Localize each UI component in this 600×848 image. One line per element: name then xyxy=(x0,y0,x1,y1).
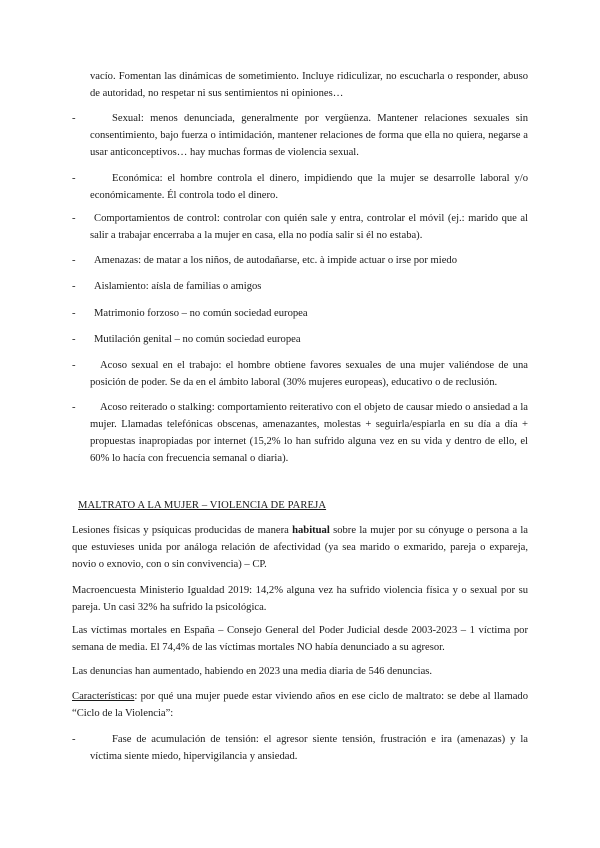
bullet-aislamiento xyxy=(72,278,528,295)
bullet-fase-tension xyxy=(72,731,528,765)
bullet-dash: - xyxy=(72,308,76,319)
caracteristicas-text: : por qué una mujer puede estar viviendo años en ese ciclo de maltrato: se debe al llamado “Ciclo de la Violencia”: xyxy=(72,691,528,719)
bullet-text: Amenazas: de matar a los niños, de autodañarse, etc. à impide actuar o irse por miedo xyxy=(94,255,457,266)
bullet-dash: - xyxy=(72,173,76,184)
bullet-mutilacion xyxy=(72,331,528,348)
victimas-paragraph: Las víctimas mortales en España – Consejo General del Poder Judicial desde 2003-2023 – 1 víctima por semana de media. El 74,4% de las víctimas mortales NO había denunciado a su agresor. xyxy=(72,625,528,653)
bullet-text: Mutilación genital – no común sociedad europea xyxy=(94,334,301,345)
bullet-dash: - xyxy=(72,402,76,413)
caracteristicas-label: Características xyxy=(72,691,135,702)
bullet-economica xyxy=(72,170,528,204)
bullet-dash: - xyxy=(72,734,76,745)
bullet-sexual xyxy=(72,110,528,161)
bullet-text: Sexual: menos denunciada, generalmente por vergüenza. Mantener relaciones sexuales sin consentimiento, bajo fuerza o intimidación, mantener relaciones de forma que ella no quiera, negarse a usar anticonceptivos… hay muchas formas de violencia sexual. xyxy=(90,113,528,158)
bullet-amenazas xyxy=(72,252,528,269)
bullet-text: Comportamientos de control: controlar con quién sale y entra, controlar el móvil (ej.: marido que al salir a trabajar encerraba a la mujer en casa, ella no podía salir si él no estaba). xyxy=(90,213,528,241)
continuation-paragraph: vacío. Fomentan las dinámicas de sometimiento. Incluye ridiculizar, no escucharla o responder, abuso de autoridad, no respetar ni sus sentimientos ni opiniones… xyxy=(90,71,528,99)
macroencuesta-paragraph: Macroencuesta Ministerio Igualdad 2019: 14,2% alguna vez ha sufrido violencia física y o sexual por su pareja. Un casi 32% ha sufrido la psicológica. xyxy=(72,585,528,613)
definition-paragraph xyxy=(72,522,528,573)
bullet-dash: - xyxy=(72,213,76,224)
bullet-text: Matrimonio forzoso – no común sociedad europea xyxy=(94,308,308,319)
bullet-text: Aislamiento: aísla de familias o amigos xyxy=(94,281,262,292)
bullet-acoso-sexual xyxy=(72,357,528,391)
definition-text-end: sobre la mujer por su cónyuge o persona a la que estuvieses unida por análoga relación de afectividad (ya sea marido o exmarido, pareja o expareja, novio o exnovio, con o sin convivencia) – CP. xyxy=(72,525,528,570)
bullet-dash: - xyxy=(72,360,76,371)
caracteristicas-paragraph xyxy=(72,688,528,722)
bullet-control xyxy=(72,210,528,244)
section-heading: MALTRATO A LA MUJER – VIOLENCIA DE PAREJA xyxy=(78,500,327,511)
bullet-dash: - xyxy=(72,255,76,266)
bullet-text: Fase de acumulación de tensión: el agresor siente tensión, frustración e ira (amenazas) y la víctima siente miedo, hipervigilancia y ansiedad. xyxy=(90,734,528,762)
bullet-text: Acoso reiterado o stalking: comportamiento reiterativo con el objeto de causar miedo o ansiedad a la mujer. Llamadas telefónicas obscenas, amenazantes, molestas + seguirla/espiarla en su día a día + propuestas inapropiadas por internet (15,2% lo han sufrido alguna vez en su vida y dentro de ello, el 60% lo hacía con frecuencia semanal o diaria). xyxy=(90,402,528,464)
definition-text-start: Lesiones físicas y psíquicas producidas de manera xyxy=(72,525,293,536)
bullet-text: Económica: el hombre controla el dinero, impidiendo que la mujer se desarrolle laboral y/o económicamente. Él controla todo el dinero. xyxy=(90,173,528,201)
bullet-dash: - xyxy=(72,113,76,124)
bullet-matrimonio xyxy=(72,305,528,322)
bullet-stalking xyxy=(72,399,528,467)
bullet-dash: - xyxy=(72,281,76,292)
bullet-dash: - xyxy=(72,334,76,345)
definition-bold-term: habitual xyxy=(292,525,330,536)
denuncias-paragraph: Las denuncias han aumentado, habiendo en 2023 una media diaria de 546 denuncias. xyxy=(72,666,433,677)
bullet-text: Acoso sexual en el trabajo: el hombre obtiene favores sexuales de una mujer valiéndose de una posición de poder. Se da en el ámbito laboral (30% mujeres europeas), educativo o de reclusión. xyxy=(90,360,528,388)
